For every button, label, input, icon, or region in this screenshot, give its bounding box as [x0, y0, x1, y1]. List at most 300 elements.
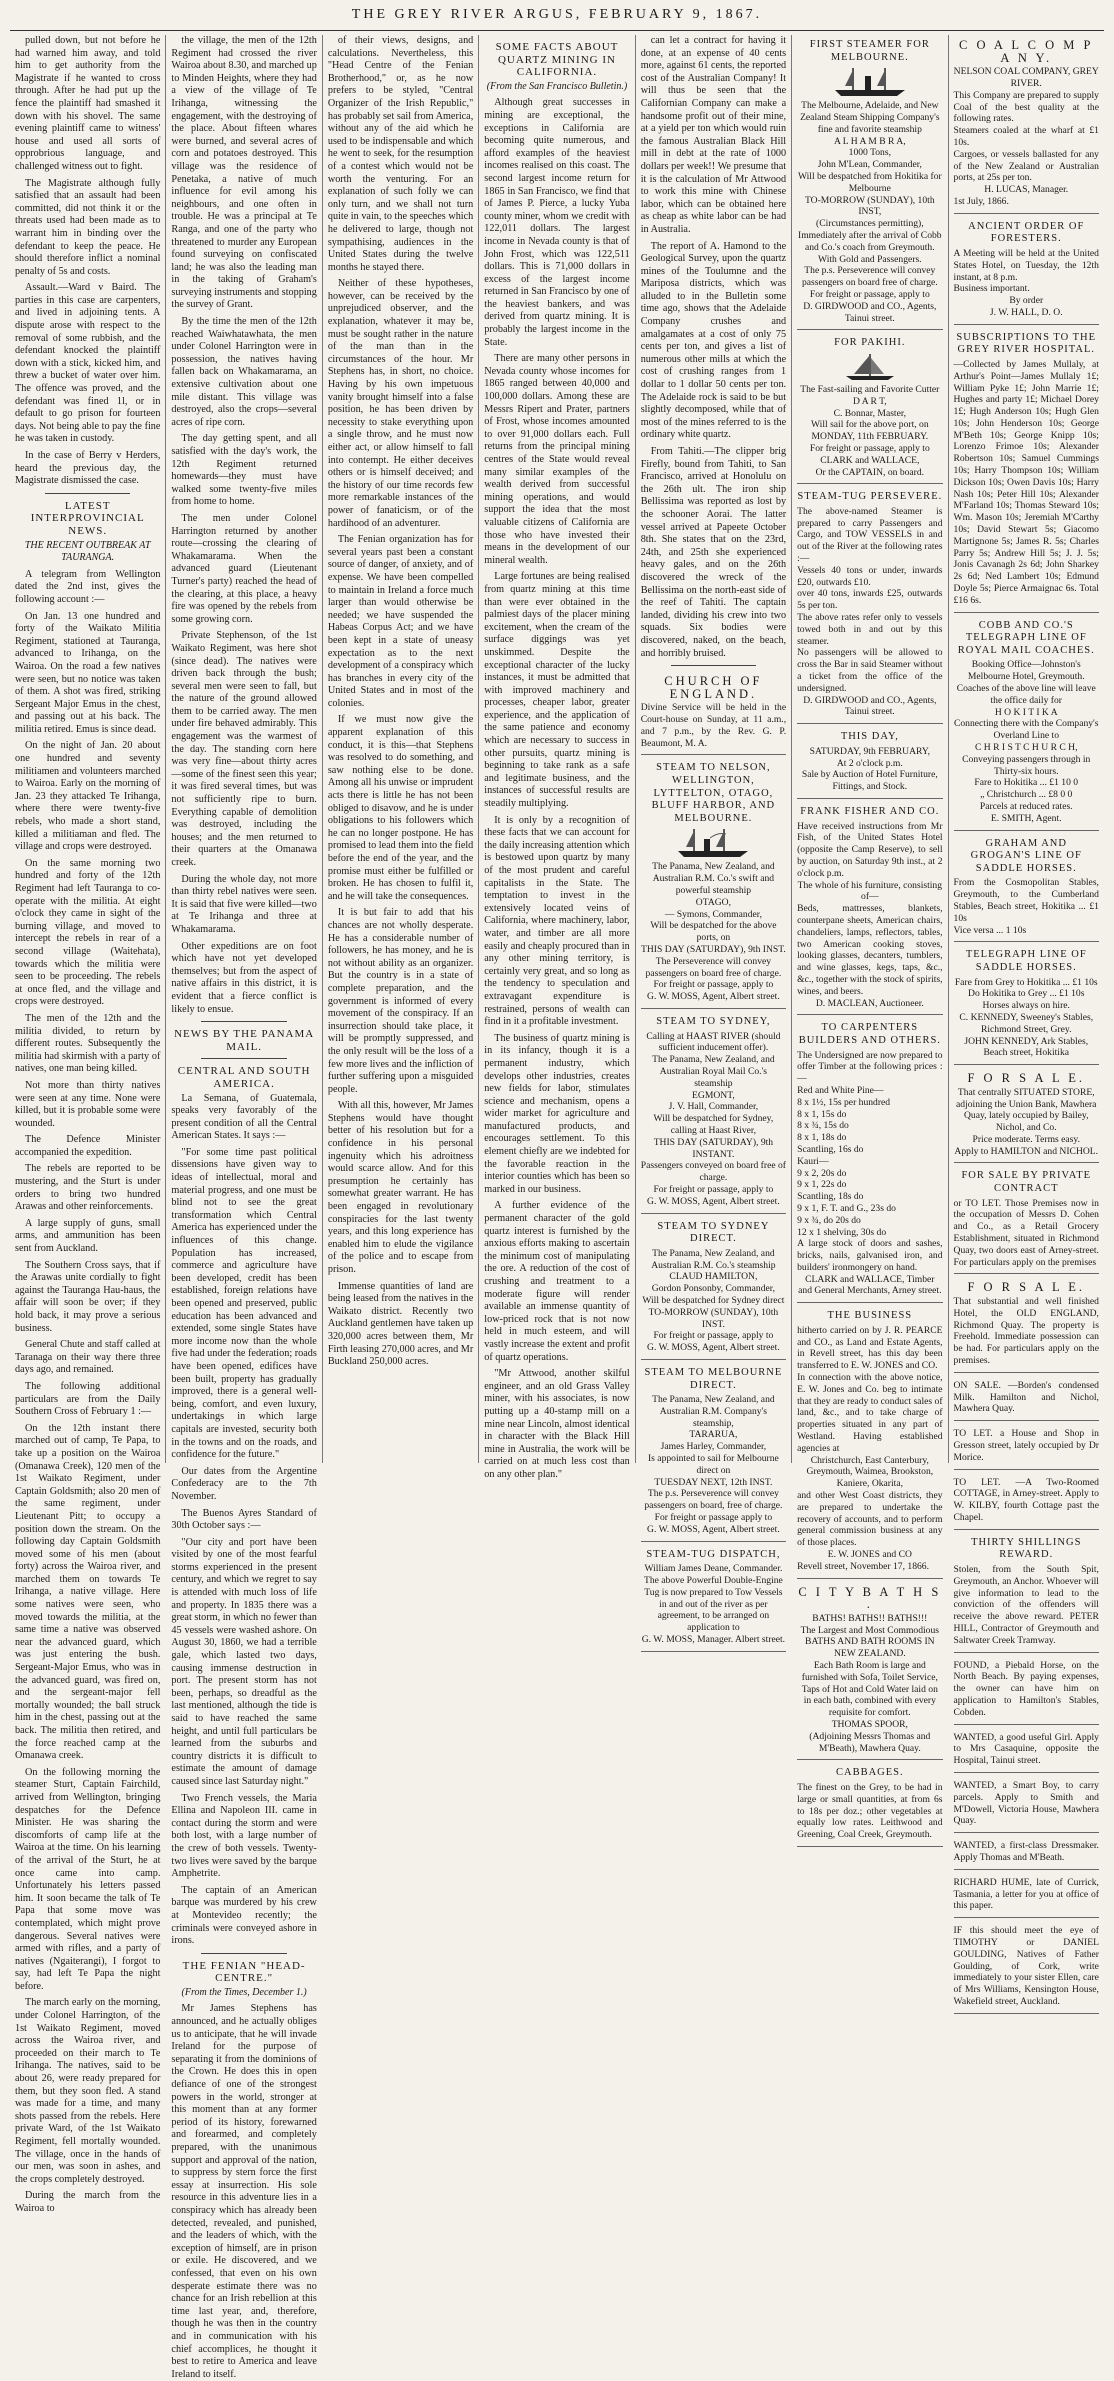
ad-line: Divine Service will be held in the Court-house on Sunday, at 11 a.m., and 7 p.m., by the Rev. G. P. Beaumont, M. A.: [640, 702, 787, 749]
ad-line: H O K I T I K A: [994, 706, 1058, 718]
ad-body: [797, 384, 942, 478]
ad-body: [954, 1087, 1099, 1158]
ad-title: WANTED,: [953, 1779, 997, 1791]
ad-body: [954, 248, 1099, 319]
ad-body: [641, 1248, 786, 1354]
advertisement: [954, 1776, 1099, 1833]
paragraph: Large fortunes are being realised from quartz mining at this time than were ever obtained in the palmiest days of the placer mining excitement, when the cream of the surface diggings was yet unskimmed. Despite the exceptional character of the lucky instances, it must be admitted that with improved machinery and processes, cheaper labor, greater experience, and the application of the same patience and economy which are necessary to success in other pursuits, quartz mining is beginning to take rank as a safe and legitimate business, and the instances of successful results are steadily multiplying.: [484, 571, 630, 810]
ad-title: STEAM TO NELSON, WELLINGTON, LYTTELTON, OTAGO, BLUFF HARBOR, AND MELBOURNE.: [651, 762, 776, 824]
ad-body: [641, 1031, 786, 1208]
ad-line: 8 x 1, 15s do: [797, 1108, 847, 1120]
ad-line: Beds, mattresses, blankets, counterpane sheets, American chairs, chandeliers, lamps, reflectors, tables, two American cooking stoves, looking glasses, decanters, tumblers, and wine glasses, kegs, taps, &c., &c., together with the stock of spirits, wines, and beers.: [797, 903, 943, 997]
ad-line: D. MACLEAN, Auctioneer.: [815, 997, 924, 1009]
ad-line: Parcels at reduced rates.: [979, 800, 1073, 812]
ad-title: TO LET.: [953, 1476, 1001, 1488]
paragraph: "For some time past political dissensions have given way to ideas of intellectual, moral and material progress, and one must be blind not to see the great transformation which Central America has experienced under the influences of this change. Population has increased, commerce and agriculture have been developed, credit has been established, foreign relations have been opened and preserved, public education has been advanced and extended, some single States have more income now than the whole five had under the federation; roads have been opened, edifices have been built, property has gradually improved, there is a general well-being, comfort, and even luxury, undertakings in which large capitals are invested, security both in the towns and on the roads, and confidence for the future.": [171, 1146, 317, 1461]
ad-line: By order: [1009, 295, 1044, 307]
advertisement: [641, 758, 786, 1009]
divider: [201, 1953, 286, 1954]
ad-line: A Meeting will be held at the United States Hotel, on Tuesday, the 12th instant, at 8 p.m.: [953, 247, 1099, 283]
paragraph: the village, the men of the 12th Regiment had crossed the river Wairoa about 8.30, and marched up to Minden Heights, where they had a view of the village of Te Irihanga, witnessing the engagement, with the destroying of the place. About fifteen whares were burned, and several acres of corn and potatoes destroyed. This village was the residence of Penetaka, a native of much influence for evil among his neighbours, and one often in trouble. He was a principal at Te Ranga, and one of the party who threatened to murder any European found surveying on confiscated land; he was also the leading man in the taking of Graham's surveying instruments and stopping the survey of Grant.: [171, 35, 317, 311]
ad-line: Will sail for the above port, on: [811, 419, 929, 431]
advertisement: [641, 1545, 786, 1652]
column-3: [323, 35, 479, 1463]
paragraph: The men under Colonel Harrington returned by another route—crossing the clearing of Whakamarama. When the advanced guard (Lieutenant Turner's party) reached the head of the clearing, at this place, a heavy fire was opened by the rebels from some growing corn.: [171, 512, 317, 625]
ad-line: THOMAS SPOOR,: [831, 1718, 908, 1730]
ad-line: 9 x 1, 22s do: [797, 1179, 847, 1191]
paragraph: There are many other persons in Nevada county whose incomes for 1865 ranged between 40,000 and 100,000 dollars. Among these are Messrs Ripert and Prater, partners of Frost, whose incomes amounted to over 91,000 dollars each. Full returns from the principal mining centres of the State would reveal many similar examples of the wealth derived from successful mining operations, and would support the idea that the most valuable citizens of California are those who have invested their means in the development of our mineral wealth.: [484, 353, 630, 566]
paragraph: From Tahiti.—The clipper brig Firefly, bound from Tahiti, to San Francisco, arrived at Honolulu on the 26th ult. The iron ship Bellissima was reported as lost by the schooner Aorai. The latter vessel arrived at Papeete October 8th. She states that on the 23rd, 24th, and 25th she experienced heavy gales, and on the 26th discovered the wreck of the Bellissima on the north-east side of the reef of Tahiti. The captain landed, dividing his crew into two squads. Six bodies were discovered, naked, on the beach, and horribly bruised.: [640, 446, 787, 659]
ad-title: FRANK FISHER AND CO.: [800, 806, 940, 818]
ad-line: For freight or passage, apply to: [653, 979, 774, 991]
ad-line: Business important.: [953, 283, 1030, 295]
ad-title: F O R S A L E.: [967, 1280, 1086, 1295]
ad-line: J. V. Hall, Commander,: [668, 1101, 759, 1113]
paragraph: Two French vessels, the Maria Ellina and Napoleon III. came in contact during the storm and were both lost, with a large number of the crew of both vessels. Twenty-two lives were saved by the barque Amphetrite.: [171, 1792, 317, 1880]
advertisement: [954, 1656, 1099, 1725]
ad-line: MONDAY, 11th FEBRUARY.: [811, 431, 929, 443]
paragraph: "Our city and port have been visited by one of the most fearful storms experienced in the present century, and which we regret to say is attended with much loss of life and property. In 1835 there was a great storm, in which no fewer than 45 vessels were washed ashore. On August 30, 1860, we had a terrible gale, which lasted two days, causing immense destruction in port. The present storm has not been, perhaps, so dreadful as the last mentioned, although the tide is said to have reached the same height, and until full particulars be learned from the suburbs and country districts it is difficult to estimate the amount of damage caused since last Saturday night.": [171, 1536, 317, 1787]
ad-body: [954, 659, 1099, 824]
advertisement: [954, 217, 1099, 325]
advertisement: [797, 1018, 942, 1303]
ad-line: That centrally SITUATED STORE, adjoining the Union Bank, Mawhera Quay, lately occupied by Bailey, Nichol, and Co.: [956, 1086, 1097, 1134]
column-7: [949, 35, 1104, 2007]
steamship-icon: [674, 827, 752, 859]
ad-line: The Fast-sailing and Favorite Cutter: [800, 383, 940, 395]
ad-line: The above rates refer only to vessels towed both in and out by this steamer.: [797, 612, 943, 647]
paragraph: "Mr Attwood, another skilful engineer, and an old Grass Valley miner, with his associates, is now putting up a 40-stamp mill on a mine near Lincoln, almost identical in character with the Black Hill mine in Australia, the work will be carried on at much less cost than on any other plan.": [484, 1368, 630, 1480]
paragraph: On the 12th instant there marched out of camp, Te Papa, to take up a position on the Wairoa (Omanawa Creek), 120 men of the 1st Waikato Regiment, under Captain Goldsmith; also 20 men of the same regiment, under Lieutenant Pitt; to occupy a position down the stream. On the following day Captain Goldsmith moved some of his men (about forty) across the Wairoa river, and marched them on towards Te Irihanga, a native village. Here some natives were seen, who moved towards the militia, at the same time a native was observed near the advanced guard, which was just entering the bush. Sergeant-Major Emus, who was in the advanced guard, was fired on, and the sergeant-major fell mortally wounded; the ball struck him in the chest, passing out at the back. The militia then retired, and the force reached camp at the Omanawa creek.: [15, 1422, 161, 1762]
advertisement: [641, 1012, 786, 1214]
advertisement: [954, 1836, 1099, 1870]
ad-title: TO CARPENTERS BUILDERS AND OTHERS.: [798, 1022, 941, 1046]
paragraph: General Chute and staff called at Taranaga on their way there three days ago, and remained.: [15, 1339, 161, 1376]
ad-line: For freight or passage, apply to: [653, 1330, 774, 1342]
ad-line: For freight or passage, apply to: [809, 442, 930, 454]
ad-title: SUBSCRIPTIONS TO THE GREY RIVER HOSPITAL.: [956, 331, 1097, 356]
ad-line: D A R T,: [852, 395, 887, 407]
advertisement: [641, 1217, 786, 1360]
advertisement: [954, 1376, 1099, 1421]
ad-line: a first-class Dressmaker. Apply Thomas and M'Beath.: [953, 1840, 1099, 1863]
advertisement: [954, 1068, 1099, 1163]
paragraph: Assault.—Ward v Baird. The parties in this case are carpenters, and lived in adjoining tents. A dispute arose with respect to the removal of some rubbish, and the defendant knocked the plaintiff down with a stick, kicked him, and threw a bucket of water over him. The offence was proved, and the defendant was fined 1l, or in default to go prison for fourteen days. Not being able to pay the fine he was taken in custody.: [15, 282, 161, 445]
ad-line: Fare from Grey to Hokitika ... £1 10s: [954, 976, 1098, 988]
ad-line: —A Two-Roomed COTTAGE, in Arney-street. Apply to W. KILBY, fourth Cottage past the Chapel.: [953, 1476, 1099, 1523]
ad-title: STEAM TO SYDNEY DIRECT.: [657, 1220, 770, 1245]
ad-line: BATHS AND BATH ROOMS IN NEW ZEALAND.: [805, 1636, 935, 1660]
paragraph: can let a contract for having it done, at an expense of 40 cents more, against 61 cents, the reported cost of the Australian Company! It will thus be seen that the Californian Company can make a handsome profit out of their mine, at a yield per ton which would ruin the famous Australian Black Hill mill in debt at the rate of 1000 dollars per week!! We presume that it is the calculation of Mr Attwood to work this mine with Chinese labor, which can be obtained here as cheap as white labor can be had in Australia.: [640, 35, 787, 235]
ad-line: TARARUA,: [689, 1429, 738, 1441]
ad-body: [954, 1780, 1099, 1827]
paragraph: The following additional particulars are from the Daily Southern Cross of February 1 :—: [15, 1380, 161, 1418]
ad-body: [954, 1732, 1099, 1767]
ad-line: a good useful Girl. Apply to Mrs Casaquine, opposite the Hospital, Tainui street.: [953, 1731, 1099, 1767]
ad-line: or TO LET. Those Premises now in the occupation of Messrs D. Cohen and Co., as a Retail Grocery Establishment, situated in Richmond Quay, two doors east of Arney-street. For particulars apply on the premises: [953, 1197, 1099, 1268]
ad-line: TO-MORROW (SUNDAY), 10th INST.: [648, 1306, 779, 1330]
ad-line: a Smart Boy, to carry parcels. Apply to Smith and M'Dowell, Victoria House, Mawhera Quay.: [953, 1779, 1099, 1827]
column-4: [479, 35, 635, 1480]
ad-line: C H R I S T C H U R C H,: [974, 742, 1078, 753]
columns: [10, 35, 1104, 2380]
ad-line: and other West Coast districts, they are prepared to undertake the recovery of accounts, and to perform general commission business at any of those places.: [797, 1490, 943, 1549]
ad-body: [954, 977, 1099, 1060]
ad-line: Or the CAPTAIN, on board.: [815, 466, 925, 478]
paragraph: The Buenos Ayres Standard of 30th October says :—: [171, 1507, 317, 1532]
ad-line: The p.s. Perseverence will convey passengers on board free of charge.: [801, 265, 938, 289]
advertisement: [797, 727, 942, 799]
ad-title: FOR PAKIHI.: [834, 337, 906, 349]
article-subheading: (From the San Francisco Bulletin.): [486, 80, 628, 92]
article-body: [641, 35, 786, 660]
ad-body: [954, 1925, 1099, 2008]
advertisement: [954, 1166, 1099, 1274]
advertisement: [954, 834, 1099, 943]
article-body: [171, 2003, 316, 2381]
advertisement: [954, 1728, 1099, 1773]
paragraph: In the case of Berry v Herders, heard the previous day, the Magistrate dismissed the case.: [15, 450, 161, 487]
ad-line: Steamers coaled at the wharf at £1 10s.: [953, 125, 1099, 148]
ad-title: STEAM TO MELBOURNE DIRECT.: [644, 1366, 783, 1391]
paragraph: During the march from the Wairoa to: [15, 2190, 161, 2214]
paragraph: On the following morning the steamer Sturt, Captain Fairchild, arrived from Wellington, bringing despatches for the Defence Minister. He was sharing the discomforts of camp life at the Wairoa at the time. On his learning of the arrival of the Sturt, he at once came into camp. Unfortunately his letters passed him. It soon became the talk of Te Papa that some move was contemplated, which might prove dangerous. Several natives were armed with rifles, and a party of natives (Ngaiterangi), I forgot to say, had left Te Papa the night before.: [15, 1766, 161, 1992]
ad-line: G. W. MOSS, Agent, Albert street.: [647, 991, 780, 1003]
ad-line: BATHS! BATHS!! BATHS!!!: [812, 1612, 928, 1624]
ad-body: [641, 861, 786, 1003]
ad-line: THIS DAY (SATURDAY), 9th INSTANT.: [653, 1136, 774, 1160]
paragraph: Our dates from the Argentine Confederacy are to the 7th November.: [171, 1465, 317, 1502]
ad-title: IF this should meet the eye of TIMOTHY or DANIEL GOULDING,: [953, 1925, 1099, 1960]
ad-line: James Harley, Commander,: [660, 1441, 767, 1453]
ad-line: The above-named Steamer is prepared to carry Passengers and Cargo, and TOW VESSELS in and out of the River at the following rates :—: [797, 505, 943, 565]
ad-body: [797, 100, 942, 324]
ad-line: G. W. MOSS, Agent, Albert street.: [647, 1523, 780, 1535]
ad-line: Scantling, 16s do: [797, 1143, 864, 1155]
article-heading: LATEST INTERPROVINCIAL NEWS.: [30, 499, 145, 537]
paragraph: On the same morning two hundred and forty of the 12th Regiment had left Tauranga to co-operate with the militia. At eight o'clock they came in sight of the burning village, and moved to intercept the rebels in rear of a second village (Waitehata), towards which the militia were seen to be proceeding. The rebels at once fled, and the village and crops were destroyed.: [15, 857, 161, 1008]
ad-line: The Undersigned are now prepared to offer Timber at the following prices :—: [797, 1049, 943, 1085]
advertisement: [954, 1277, 1099, 1372]
ad-line: Conveying passengers through in Thirty-six hours.: [962, 753, 1091, 777]
paragraph: The Magistrate although fully satisfied that an assault had been committed, did not think it or the threats used had been made as to warrant him in binding over the defendant to keep the peace. He should therefore inflict a nominal penalty of 5s and costs.: [15, 177, 161, 277]
ad-line: Vessels 40 tons or under, inwards £20, outwards £10.: [797, 564, 943, 588]
paragraph: The Defence Minister accompanied the expedition.: [15, 1134, 161, 1158]
ad-line: J. W. HALL, D. O.: [989, 306, 1063, 318]
advertisement: [797, 1763, 942, 1847]
paragraph: The captain of an American barque was murdered by his crew at Montevideo recently; the criminals were conveyed ashore in irons.: [171, 1884, 317, 1947]
ad-line: The Melbourne, Adelaide, and New Zealand Steam Shipping Company's fine and favorite steamship: [800, 100, 940, 135]
advertisement: [954, 616, 1099, 831]
ad-title: THIRTY SHILLINGS REWARD.: [971, 1536, 1082, 1561]
ad-line: A L H A M B R A,: [834, 135, 906, 147]
ad-line: In connection with the above notice, E. W. Jones and Co. beg to intimate that they are ready to conduct sales of land, &c., and to take charge of properties situated in any part of Westland. Having established agencies at: [797, 1372, 943, 1454]
ad-line: (Circumstances permitting),: [816, 218, 924, 230]
ad-title: RICHARD HUME,: [953, 1876, 1032, 1888]
ad-line: CLAUD HAMILTON,: [669, 1271, 758, 1283]
ad-line: Cargoes, or vessels ballasted for any of the New Zealand or Australian ports, at 25s per ton.: [953, 148, 1099, 184]
ad-line: For freight or passage, apply to: [809, 288, 930, 300]
advertisement: [797, 802, 942, 1015]
ad-line: G. W. MOSS, Agent, Albert street.: [647, 1195, 780, 1207]
ad-line: EGMONT,: [692, 1089, 735, 1101]
ad-body: [954, 1660, 1099, 1719]
ad-body: [641, 1563, 786, 1646]
ad-line: JOHN KENNEDY, Ark Stables, Beach street, Hokitika: [964, 1035, 1089, 1059]
paragraph: On the night of Jan. 20 about one hundred and seventy militiamen and volunteers marched to Wairoa. Early on the morning of Jan. 23 they attacked Te Irihanga, where there were twenty-five rebels, who made a short stand, killed a militiaman and fled. The village and crops were destroyed.: [15, 740, 161, 853]
ad-title: STEAM-TUG DISPATCH,: [646, 1548, 781, 1560]
advertisement: [954, 1473, 1099, 1530]
paragraph: During the whole day, not more than thirty rebel natives were seen. It is said that five were killed—two at Te Irihanga and three at Whakamarama.: [171, 873, 317, 935]
ad-title: TO LET.: [953, 1428, 993, 1440]
ad-body: [797, 1050, 942, 1298]
ad-line: hitherto carried on by J. R. PEARCE and CO., as Land and Estate Agents, in Revell street, has this day been transferred to E. W. JONES and CO.: [797, 1324, 943, 1372]
ad-line: William James Deane, Commander.: [644, 1563, 783, 1575]
paragraph: A large supply of guns, small arms, and ammunition has been sent from Auckland.: [15, 1217, 161, 1255]
ad-line: Will be despatched for the above ports, on: [650, 920, 777, 944]
ad-line: The Panama, New Zealand, and Australian R.M. Co.'s steamship: [651, 1247, 776, 1271]
sailing-cutter-icon: [840, 352, 900, 382]
ad-body: [797, 1613, 942, 1755]
ad-body: [797, 821, 942, 1010]
paragraph: A further evidence of the permanent character of the gold quartz interest is furnished by the anxious efforts making to ascertain the minimum cost of manipulating the ore. A reduction of the cost of crushing and treatment to a moderate figure will render available an immense quantity of low-priced rock that is not now held in much esteem, and will vastly increase the extent and profit of quartz operations.: [484, 1200, 630, 1363]
article-subheading: CENTRAL AND SOUTH AMERICA.: [177, 1065, 311, 1090]
paragraph: With all this, however, Mr James Stephens would have thought better of his resolution but for a confidence in his personal ingenuity which his adroitness would scarce allow. And for this presumption he certainly has somewhat greater warrant. He has been engaged in revolutionary conspiracies for the last twenty years, and this long experience has enabled him to elude the vigilance of the police and to escape from prison.: [327, 1100, 474, 1275]
ad-body: [954, 1877, 1099, 1912]
advertisement: [954, 328, 1099, 613]
advertisement: [954, 35, 1099, 214]
ad-line: over 40 tons, inwards £25, outwards 5s per ton.: [797, 588, 943, 612]
ad-title: WANTED,: [953, 1840, 997, 1852]
paragraph: The business of quartz mining is in its infancy, though it is a permanent industry, which develops other industries, creates new fields for labor, stimulates science and mechanism, opens a wider market for agriculture and manufactured products, and encourages settlement. To this element chiefly are we indebted for the favorable reaction in the interior counties which has been so marked in our business.: [484, 1032, 630, 1195]
ad-line: Calling at HAAST RIVER (should sufficient inducement offer).: [646, 1030, 781, 1054]
ad-line: (Adjoining Messrs Thomas and M'Beath), Mawhera Quay.: [809, 1730, 931, 1754]
ad-line: 8 x ¾, 15s do: [797, 1120, 849, 1132]
ad-body: [954, 1296, 1099, 1367]
paragraph: The rebels are reported to be mustering, and the Sturt is under orders to bring two hundred Arawas and other reinforcements.: [15, 1163, 161, 1213]
ad-line: — Symons, Commander,: [664, 908, 762, 920]
ad-line: At 2 o'clock p.m.: [836, 757, 903, 769]
ad-line: Red and White Pine—: [797, 1084, 884, 1096]
ad-title: WANTED,: [953, 1731, 997, 1743]
ad-line: 9 x 2, 20s do: [797, 1167, 847, 1179]
paragraph: La Semana, of Guatemala, speaks very favorably of the present condition of all the Central American States. It says :—: [171, 1092, 317, 1142]
ad-line: G. W. MOSS, Manager. Albert street.: [641, 1634, 786, 1646]
masthead-title: THE GREY RIVER ARGUS, FEBRUARY 9, 1867.: [351, 7, 763, 22]
article-subheading: (From the Times, December 1.): [181, 1986, 307, 1998]
ad-line: Fare to Hokitika ... £1 10 0: [974, 777, 1079, 789]
steamship-icon: [831, 66, 909, 98]
ad-line: C. Bonnar, Master,: [833, 407, 907, 419]
ad-line: Connecting there with the Company's Overland Line to: [953, 718, 1099, 742]
ad-line: With Gold and Passengers.: [818, 253, 922, 265]
paragraph: Mr James Stephens has announced, and he actually obliges us to anticipate, that he will invade Ireland for the purpose of separating it from the dominions of the Crown. He does this in open defiance of one of the strongest powers in the world, stronger at this moment than at any former period of its history, forewarned and forearmed, and completely prepared, with the unanimous support and approval of the nation, to suppress by stern force the first essay at insurrection. His sole resource in this adventure lies in a conspiracy which has already been detected, revealed, and punished, and the leaders of which, with the exception of himself, are in prison or exile. He discovered, and we confessed, that even on his own desperate estimate there was no chance for an Irish rebellion at this time last year, and, therefore, though he was then in the country and in communication with his chief accomplices, he thought it best to retire to America and leave Ireland to itself.: [171, 2003, 317, 2380]
ad-line: 1st July, 1866.: [953, 195, 1009, 207]
ad-line: 9 x 1, F. T. and G., 23s do: [797, 1202, 896, 1214]
ad-line: That substantial and well finished Hotel, the OLD ENGLAND, Richmond Quay. The property is Freehold. Immediate possession can be had. For particulars apply on the premises.: [953, 1296, 1099, 1367]
ad-line: 9 x ¾, do 20s do: [797, 1214, 861, 1226]
article-heading: SOME FACTS ABOUT QUARTZ MINING IN CALIFORNIA.: [495, 41, 619, 79]
ad-line: 1000 Tons,: [848, 147, 891, 159]
paragraph: The men of the 12th and the militia divided, to return by different routes. Subsequently the militia had skirmish with a party of natives, one man being killed.: [15, 1012, 161, 1075]
ad-line: Natives of Father Goulding, of Cork, write immediately to your sister Ellen, care of Mrs Williams, Kensington House, Wakefield street, Auckland.: [953, 1948, 1099, 2007]
ad-line: A large stock of doors and sashes, bricks, nails, galvanised iron, and builders' ironmongery on hand.: [797, 1238, 943, 1273]
advertisement: [797, 487, 942, 724]
ad-body: [954, 1428, 1099, 1463]
article-body: [484, 97, 629, 1481]
ad-line: The Panama, New Zealand, and Australian Royal Mail Co.'s steamship: [652, 1054, 775, 1089]
paragraph: The report of A. Hamond to the Geological Survey, upon the quartz mines of the Toulumne and the Mariposa districts, which was alluded to in the Bulletin some time ago, shows that the Adelaide Company crushes and amalgamates at a cost of only 75 cents per ton, and gives a list of numerous other mills at which the cost of crushing ranges from 1 dollar to 1 dollar 50 cents per ton. The Adelaide rock is said to be but slightly decomposed, while that of most of the mines referred to is the ordinary white quartz.: [640, 240, 787, 441]
ad-title: C O A L C O M P A N Y.: [958, 38, 1094, 65]
ad-line: Have received instructions from Mr Fish, of the United States Hotel (opposite the Camp Reserve), to sell by auction, on Saturday 9th inst., at 2 o'clock p.m.: [797, 820, 943, 879]
advertisement: [641, 1363, 786, 1542]
ad-title: THIS DAY,: [840, 731, 899, 743]
ad-body: [954, 1840, 1099, 1864]
ad-body: [641, 1394, 786, 1536]
advertisement: [954, 945, 1099, 1065]
ad-body: [797, 1782, 942, 1841]
masthead: [10, 0, 1104, 31]
advertisement: [954, 1921, 1099, 2014]
article-body: [328, 35, 473, 1369]
ad-body: [797, 506, 942, 718]
paragraph: Not more than thirty natives were seen at any time. None were killed, but it is probable some were wounded.: [15, 1079, 161, 1129]
ad-line: 12 x 1 shelving, 30s do: [797, 1226, 887, 1238]
ad-body: [954, 877, 1099, 936]
ad-title: STEAM TO SYDNEY,: [656, 1016, 771, 1027]
paragraph: Neither of these hypotheses, however, can be received by the unprejudiced observer, and the explanation, whatever it may be, must be sought rather in the nature of the man than in the circumstances of the hour. Mr Stephens has, in short, no choice. Having by his own impetuous vanity brought himself into a false position, he has been driven by necessity to stake everything upon a single throw, and he must now either act, or allow himself to fall into contempt. He either deceives others or is himself deceived; and the history of our time records few more remarkable instances of the power of fanaticism, or of the hardihood of an adventurer.: [327, 278, 474, 529]
ad-line: D. GIRDWOOD and CO., Agents, Tainui street.: [803, 300, 937, 324]
ad-line: Vice versa ... 1 10s: [953, 924, 1027, 936]
paragraph: The day getting spent, and all satisfied with the day's work, the 12th Regiment returned homewards—they must have walked some twenty-five miles from home to home.: [171, 433, 317, 508]
ad-line: For freight or passage, apply to: [653, 1183, 774, 1195]
ad-line: No passengers will be allowed to cross the Bar in said Steamer without a ticket from the office of the undersigned.: [797, 647, 943, 694]
ad-line: H. LUCAS, Manager.: [984, 184, 1069, 196]
ad-line: From the Cosmopolitan Stables, Greymouth, to the Cumberland Stables, Beach street, Hokitika ... £1 10s: [953, 877, 1099, 924]
ad-title: FOR SALE BY PRIVATE CONTRACT: [961, 1170, 1092, 1195]
advertisement: [954, 1873, 1099, 1918]
advertisement: [797, 1306, 942, 1578]
ad-line: The above Powerful Double-Engine Tug is now prepared to Tow Vessels in and out of the river as per agreement, to be arranged on application to: [643, 1575, 783, 1634]
ad-line: OTAGO,: [695, 896, 731, 908]
article-body: [15, 569, 160, 2216]
ad-line: 8 x 1, 18s do: [797, 1132, 847, 1144]
paragraph: Other expeditions are on foot which have not yet developed themselves; but from the aspect of native affairs in this district, it is evident that a fierce conflict is likely to ensue.: [171, 940, 317, 1015]
ad-line: Stolen, from the South Spit, Greymouth, an Anchor. Whoever will give information to lead to the conviction of the offenders will receive the above reward. PETER HILL, Contractor of Greymouth and Saltwater Creek Tramway.: [953, 1563, 1099, 1646]
divider: [201, 1021, 286, 1022]
ad-line: Revell street, November 17, 1866.: [797, 1560, 929, 1572]
ad-line: —Collected by James Mullaly, at Arthur's Point—James Mullaly 1£; William Pyke 1£; John Marrie 1£; Hughes and party 1£; Michael Dorey 1£; Hugh Anderson 10s; Hugh Glen 10s; John Henderson 10s; George M'Beth 10s; George Knipp 10s; Lorenzo Frimoe 10s; Alexander Robertson 10s; Samuel Cummings 10s; Harry Thompson 10s; William Dickson 10s; Owen Davis 10s; Harry Nash 10s; Peter Hill 10s; Alexander M'Farland 10s; Thomas Steward 10s; Wm. Mason 10s; Jeremiah M'Carthy 10s; David Stewart 5s; Giacomo Martignone 5s; James R. 5s; Charles Parry 5s; Andrew Hill 5s; J. J. 5s; Jonis Cavanagh 2s 6d; John Sharkey 2s 6d; Ned Lambert 10s; Edmund Doyle 5s; Pierce Armaignac 6s. Total £16 6s.: [953, 358, 1099, 606]
column-6: [792, 35, 948, 1841]
ad-line: Sale by Auction of Hotel Furniture, Fittings, and Stock.: [801, 769, 938, 793]
paragraph: The Southern Cross says, that if the Arawas unite cordially to fight against the Tauranga Hau-haus, the affair will soon be over; if they hold back, it may prove a serious business.: [15, 1259, 161, 1334]
column-5: [636, 35, 792, 1646]
ad-title: CABBAGES.: [836, 1767, 904, 1779]
ad-line: G. W. MOSS, Agent, Albert street.: [647, 1342, 780, 1354]
ad-line: Horses always on hire.: [982, 1000, 1070, 1012]
ad-line: 8 x 1½, 15s per hundred: [797, 1096, 891, 1108]
ad-title: FIRST STEAMER FOR MELBOURNE.: [809, 39, 930, 63]
ad-body: [954, 1477, 1099, 1524]
ad-body: [954, 1564, 1099, 1647]
ad-line: The Largest and Most Commodious: [800, 1624, 940, 1636]
ad-line: E. W. JONES and CO: [827, 1549, 912, 1561]
advertisement: [954, 1533, 1099, 1653]
ad-line: CLARK and WALLACE, Timber and General Merchants, Arney street.: [798, 1273, 942, 1297]
divider: [671, 665, 756, 666]
ad-line: Apply to HAMILTON and NICHOL.: [954, 1145, 1099, 1157]
ad-line: The Panama, New Zealand, and Australian R.M. Co.'s swift and powerful steamship: [652, 861, 775, 897]
ad-title: FOUND,: [953, 1659, 989, 1671]
ad-line: The finest on the Grey, to be had in large or small quantities, at from 6s to 18s per doz.; other vegetables at equally low rates. Leithwood and Greening, Coal Creek, Greymouth.: [797, 1781, 943, 1841]
ad-line: CLARK and WALLACE,: [820, 454, 920, 466]
ad-title: GRAHAM AND GROGAN'S LINE OF SADDLE HORSES.: [970, 837, 1082, 874]
advertisement: [797, 1582, 942, 1761]
ad-body: [954, 66, 1099, 208]
ad-line: Scantling, 18s do: [797, 1191, 864, 1203]
ad-title: F O R S A L E.: [967, 1071, 1086, 1086]
ad-body: [954, 359, 1099, 607]
ad-line: Will be despatched for Sydney, calling at Haast River,: [653, 1113, 774, 1136]
ad-line: C. KENNEDY, Sweeney's Stables, Richmond Street, Grey.: [959, 1011, 1094, 1035]
paragraph: It is only by a recognition of these facts that we can account for the daily increasing attention which is bestowed upon quartz by many of the most prudent and careful capitalists in the State. The temptation to invest in the extensively located veins of California, where machinery, labor, water, and timber are all more easily and cheaply procured than in any other mining territory, is certainly very great, and so long as the tendency to speculation and extravagant expenditure is restrained, persons of wealth can find in it a profitable investment.: [484, 814, 630, 1028]
ad-line: Will be despatched for Sydney direct: [642, 1294, 785, 1306]
paragraph: By the time the men of the 12th reached Waiwhatawhata, the men under Colonel Harrington were in possession, the natives having fallen back on Whakamarama, an extensive cultivation about one mile distant. This village was destroyed, also the crops—several acres of ripe corn.: [171, 316, 317, 428]
ad-body: [797, 1325, 942, 1573]
ad-title: C I T Y B A T H S .: [798, 1584, 942, 1612]
ad-title: COBB AND CO.'S TELEGRAPH LINE OF ROYAL MAIL COACHES.: [957, 619, 1095, 656]
ad-line: „ Christchurch ... £8 0 0: [980, 789, 1073, 801]
ad-line: Each Bath Room is large and furnished with Sofa, Toilet Service, Taps of Hot and Cold Water laid on in each bath, combined with every requisite for comfort.: [801, 1659, 938, 1719]
paragraph: If we must now give the apparent explanation of this conduct, it is this—that Stephens was resolved to do something, and saw nothing else to be done. Among all his unwise or imprudent acts there is little he has not been obliged to disavow, and he is under obligations to his followers which he can no longer postpone. He has promised to lead them into the field before the end of the year, and the promise must either be fulfilled or broken. He has chosen to fulfil it, and he will take the consequences.: [327, 714, 474, 902]
ad-line: Coaches of the above line will leave the office daily for: [956, 683, 1096, 706]
ad-line: Kauri—: [797, 1155, 829, 1167]
court-report: [15, 35, 160, 488]
ad-line: TO-MORROW (SUNDAY), 10th INST,: [805, 194, 935, 218]
paragraph: pulled down, but not before he had warned him away, and told him to get authority from the Magistrate if he wanted to cross through. After he had put up the fence the plaintiff had smashed it down with his shovel. The same evening plaintiff came to witness' house and used all sorts of opprobrious language, and challenged witness out to fight.: [15, 35, 161, 172]
ad-line: a House and Shop in Gresson street, lately occupied by Dr Morice.: [953, 1428, 1099, 1463]
paragraph: Immense quantities of land are being leased from the natives in the Waikato district. Recently two Auckland gentlemen have taken up 320,000 acres between them, Mr Firth leasing 270,000 acres, and Mr Buckland 250,000 acres.: [327, 1280, 474, 1368]
ad-line: Do Hokitika to Grey ... £1 10s: [968, 988, 1085, 1000]
ad-title: TELEGRAPH LINE OF SADDLE HORSES.: [965, 949, 1087, 973]
ad-body: [954, 1380, 1099, 1415]
article-heading: NEWS BY THE PANAMA MAIL.: [174, 1028, 315, 1053]
paragraph: Private Stephenson, of the 1st Waikato Regiment, was here shot (since dead). The natives were driven back through the bush; several men were seen to fall, but the nature of the ground allowed them to be carried away. The men under fire behaved admirably. This engagement was the warmest of the day. The standing corn here was very fine—about thirty acres—some of the finest seen this year; it was fired several times, but was not sufficiently ripe to burn. Everything capable of demolition was destroyed, including the houses; and the men returned to their quarters at the Omanawa creek.: [171, 630, 317, 868]
ad-line: This Company are prepared to supply Coal of the best quality at the following rates.: [953, 89, 1099, 125]
paragraph: It is but fair to add that his chances are not wholly desperate. He has a considerable number of followers, he has money, and he is not without ability as an organizer. But the country is in a state of complete preparation, and the government is informed of every movement of the conspiracy. If an insurrection should take place, it will be promptly suppressed, and the only result will be the loss of a few more lives and the infliction of further suffering upon a misguided people.: [327, 907, 474, 1095]
ad-line: THIS DAY (SATURDAY), 9th INST.: [640, 944, 786, 956]
article-body: [171, 35, 316, 1016]
paragraph: The march early on the morning, under Colonel Harrington, of the 1st Waikato Regiment, moved across the Wairoa river, and proceeded on their march to Te Irihanga. The natives, said to be about 26, were ready prepared for them, but they soon fled. A stand was made for a time, and many shots passed from the rebels. Here private Ward, of the 1st Waikato Regiment, fell mortally wounded. The village, once in the hands of our men, was soon in ashes, and the crops completely destroyed.: [15, 1997, 161, 2185]
ad-body: [954, 1198, 1099, 1269]
ad-line: NELSON COAL COMPANY, GREY RIVER.: [953, 66, 1099, 89]
column-2: [166, 35, 322, 2380]
advertisement: [797, 333, 942, 484]
advertisement: [797, 35, 942, 330]
paragraph: of their views, designs, and calculations. Nevertheless, this "Head Centre of the Fenian Brotherhood," or, as he now prefers to be styled, "Central Organizer of the Irish Republic," has probably set sail from America, without any of the aid which he used to be indispensable and which he went to seek, for the resumption of a contest which would not be worth the venturing. For an explanation of such folly we can only turn, and we shall not turn quite in vain, to the speeches which he delivered to large, though not sympathising, audiences in the United States during the twelve months he stayed there.: [327, 35, 474, 273]
column-1: [10, 35, 166, 2214]
advertisement: [954, 1424, 1099, 1469]
ad-title: STEAM-TUG PERSEVERE.: [797, 491, 943, 503]
ad-line: Will be despatched from Hokitika for Melbourne: [797, 170, 942, 194]
ad-line: E. SMITH, Agent.: [990, 812, 1062, 824]
ad-line: SATURDAY, 9th FEBRUARY,: [809, 745, 930, 757]
ad-title: CHURCH OF ENGLAND.: [664, 674, 763, 701]
ad-line: John M'Lean, Commander,: [817, 159, 922, 171]
ad-title: THE BUSINESS: [827, 1310, 913, 1322]
ad-line: Booking Office—Johnston's Melbourne Hotel, Greymouth.: [967, 659, 1085, 683]
ad-line: The whole of his furniture, consisting of—: [797, 879, 943, 903]
